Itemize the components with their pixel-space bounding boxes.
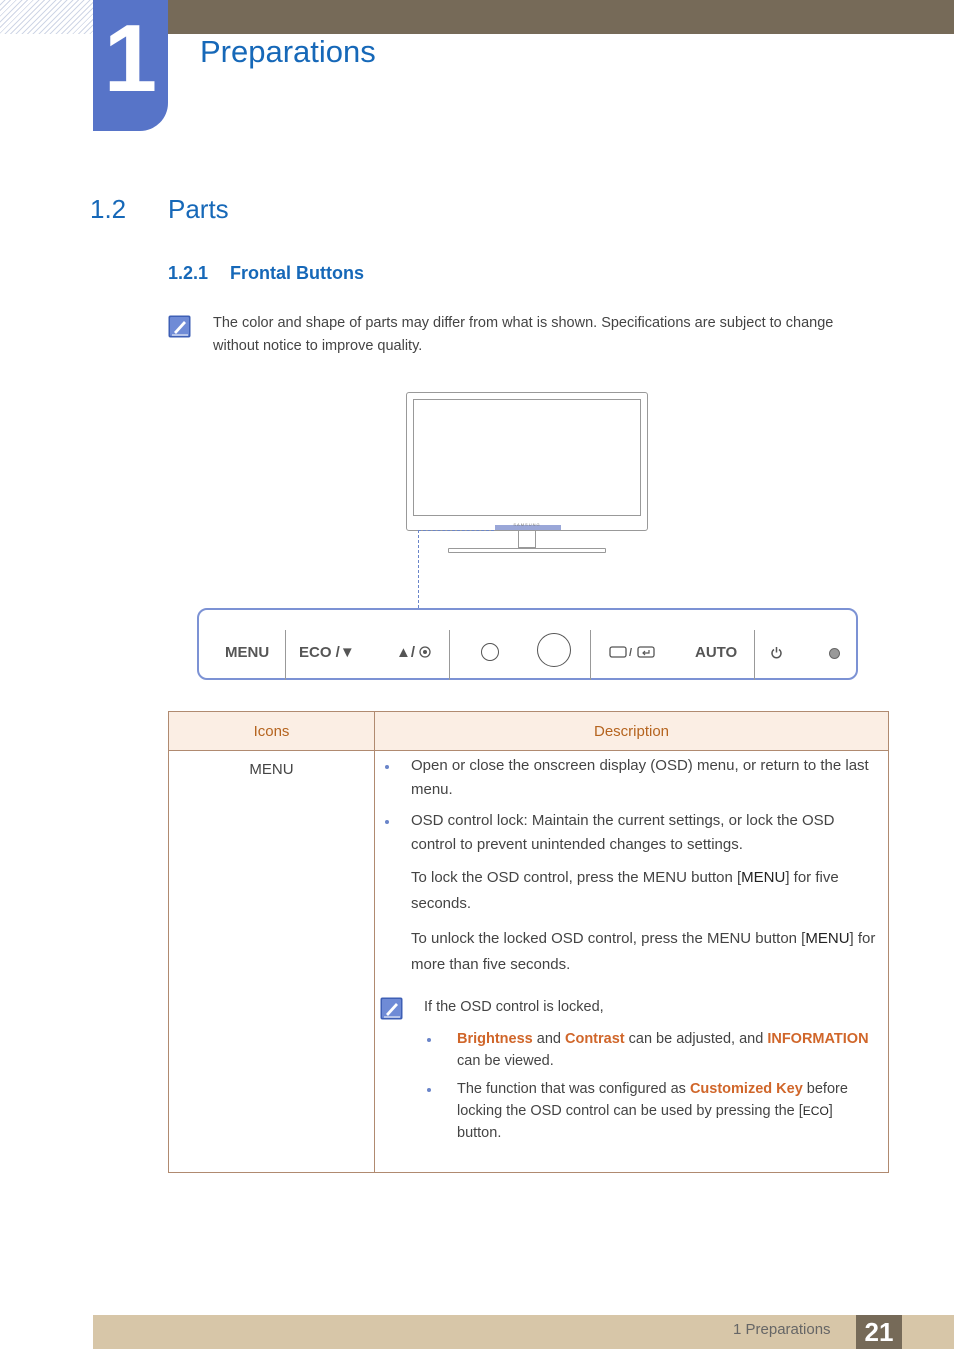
menu-key: MENU bbox=[805, 930, 850, 947]
para-text: ] for five seconds. bbox=[411, 869, 839, 912]
panel-separator bbox=[285, 630, 286, 680]
joystick-circle-icon bbox=[537, 633, 571, 667]
menu-icon-label: MENU bbox=[249, 761, 294, 778]
sub-text: The function that was configured as bbox=[457, 1081, 690, 1097]
para-text: To lock the OSD control, press the MENU button [ bbox=[411, 869, 742, 886]
power-icon bbox=[770, 646, 783, 659]
sub-note bbox=[375, 997, 880, 1020]
rectangle-icon bbox=[609, 646, 627, 658]
monitor-brand: SAMSUNG bbox=[513, 522, 541, 527]
paragraph bbox=[375, 865, 880, 917]
contrast-term: Contrast bbox=[565, 1031, 625, 1047]
panel-separator bbox=[449, 630, 450, 680]
sub-text: ] button. bbox=[457, 1103, 833, 1141]
section-title: Parts bbox=[168, 194, 229, 224]
target-icon bbox=[419, 646, 431, 658]
table-cell-description bbox=[375, 751, 889, 1173]
table-header-row bbox=[169, 712, 889, 751]
power-led-icon bbox=[829, 648, 840, 659]
bullet-item: Open or close the onscreen display (OSD) menu, or return to the last menu. bbox=[375, 754, 880, 802]
subsection-number: 1.2.1 bbox=[168, 263, 209, 283]
up-arrow-text: ▲/ bbox=[396, 644, 416, 661]
para-text: ] for more than five seconds. bbox=[411, 930, 876, 973]
note-text: The color and shape of parts may differ from what is shown. Specifications are subject to change without notice to improve quality. bbox=[213, 315, 834, 354]
sub-text: and bbox=[532, 1031, 565, 1047]
panel-up-label bbox=[396, 644, 415, 661]
page-number: 21 bbox=[856, 1315, 902, 1349]
down-arrow-icon: ▼ bbox=[339, 644, 355, 661]
button-description-table bbox=[168, 711, 889, 1173]
table-header-icons: Icons bbox=[169, 712, 375, 751]
monitor-base bbox=[448, 548, 606, 553]
callout-line-vertical bbox=[418, 530, 419, 608]
monitor-screen bbox=[413, 399, 641, 516]
panel-separator bbox=[754, 630, 755, 680]
footer-chapter-label: 1 Preparations bbox=[733, 1321, 831, 1338]
sub-note-intro: If the OSD control is locked, bbox=[424, 999, 604, 1015]
callout-line-horizontal bbox=[418, 530, 494, 531]
panel-menu-label: MENU bbox=[225, 644, 270, 661]
chapter-number-tab: 1 bbox=[93, 0, 168, 131]
monitor-neck bbox=[518, 531, 536, 548]
para-text: To unlock the locked OSD control, press the MENU button [ bbox=[411, 930, 806, 947]
table-row bbox=[169, 751, 889, 1173]
panel-eco-label bbox=[299, 644, 355, 661]
chapter-title: Preparations bbox=[200, 34, 376, 69]
paragraph bbox=[375, 926, 880, 978]
panel-auto-label: AUTO bbox=[695, 644, 738, 661]
brightness-term: Brightness bbox=[457, 1031, 533, 1047]
sub-bullet-item bbox=[375, 1078, 880, 1144]
bullet-item: OSD control lock: Maintain the current settings, or lock the OSD control to prevent unintended changes to settings. bbox=[375, 809, 880, 857]
note-pencil-icon bbox=[168, 315, 191, 338]
button-panel-illustration bbox=[197, 608, 858, 680]
panel-separator bbox=[590, 630, 591, 680]
eco-text: ECO / bbox=[299, 644, 340, 661]
subsection-title: Frontal Buttons bbox=[230, 263, 364, 283]
sensor-circle-icon bbox=[481, 643, 499, 661]
table-cell-icon bbox=[169, 751, 375, 1173]
sub-text: can be adjusted, and bbox=[624, 1031, 768, 1047]
monitor-illustration bbox=[406, 392, 648, 531]
note-pencil-icon bbox=[380, 997, 403, 1020]
sub-text: before locking the OSD control can be used by pressing the [ bbox=[457, 1081, 848, 1119]
customized-key-term: Customized Key bbox=[689, 1081, 803, 1097]
sub-text: can be viewed. bbox=[457, 1053, 554, 1069]
enter-icon bbox=[637, 646, 655, 658]
header-hatch bbox=[0, 0, 93, 34]
header-bar bbox=[168, 0, 954, 34]
source-separator: / bbox=[629, 647, 633, 659]
section-number: 1.2 bbox=[90, 194, 127, 224]
sub-bullet-item bbox=[375, 1028, 880, 1072]
information-term: INFORMATION bbox=[767, 1031, 869, 1047]
table-header-description: Description bbox=[375, 712, 889, 751]
menu-key: MENU bbox=[741, 869, 786, 886]
eco-key: ECO bbox=[802, 1104, 829, 1118]
